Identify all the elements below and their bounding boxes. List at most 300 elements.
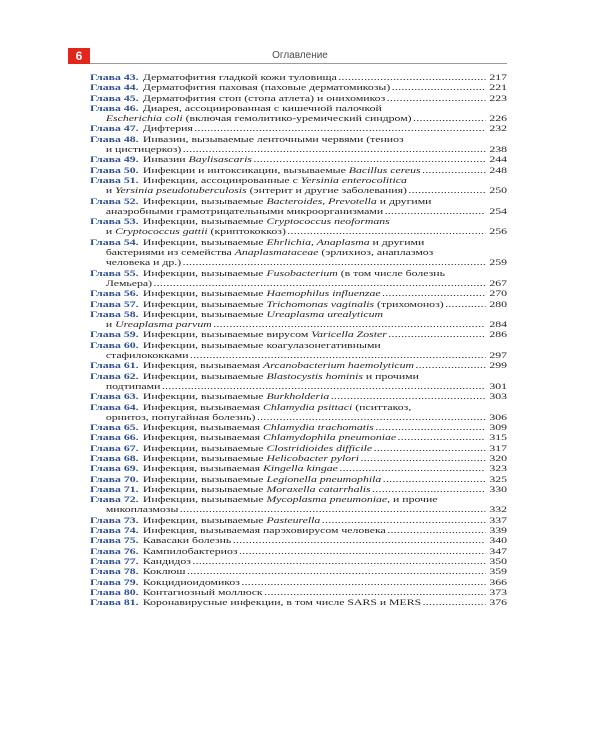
chapter-title-text: (энтерит и другие заболевания): [246, 186, 407, 196]
chapter-label: Глава 49.: [90, 155, 139, 165]
chapter-title-text: и другими: [369, 237, 425, 247]
chapter-title-text: Кавасаки болезнь: [142, 536, 232, 546]
chapter-label: Глава 67.: [90, 443, 139, 453]
chapter-title-text: Инвазии: [142, 155, 189, 165]
chapter-title-text: Инфекции, вызываемые: [142, 237, 267, 247]
page-ref: 366: [489, 577, 507, 587]
page-ref: 270: [489, 289, 507, 299]
toc-entry-line: [90, 444, 507, 454]
chapter-title-text: , и прочие: [387, 495, 438, 505]
dot-leader: [408, 186, 485, 196]
toc-entry[interactable]: [90, 361, 507, 371]
chapter-title-text: (эрлихиоз, анаплазмоз: [318, 248, 434, 258]
toc-entry[interactable]: [90, 392, 507, 402]
chapter-title-text: Инфекции, вызываемые: [142, 196, 267, 206]
chapter-title-text: Инфекция, вызываемая: [142, 402, 264, 412]
chapter-title-text: бактериями из семейства: [105, 248, 235, 258]
toc-entry-line: [90, 403, 507, 413]
dot-leader: [180, 505, 486, 515]
chapter-title-text: Инфекции, вызываемые коагулазонегативными: [142, 340, 381, 350]
page-ref: 217: [489, 73, 507, 82]
chapter-label: Глава 47.: [90, 124, 139, 134]
chapter-title-text: Anaplasmataceae: [234, 248, 319, 258]
chapter-label: Глава 56.: [90, 289, 139, 299]
toc-entry[interactable]: [90, 495, 507, 516]
dot-leader: [239, 547, 485, 557]
chapter-title-text: Haemophilus influenzae: [266, 289, 381, 299]
chapter-title-text: подтипами: [105, 381, 161, 391]
chapter-title-text: Дерматофития стоп (стопа атлета) и онихомикоз: [142, 93, 386, 103]
chapter-title-text: Chlamydia trachomatis: [263, 423, 374, 433]
header-rule: [90, 63, 507, 64]
page-ref: 323: [489, 464, 507, 474]
chapter-title-text: Кандидоз: [142, 556, 191, 566]
toc-entry-line: [90, 372, 507, 382]
dot-leader: [162, 382, 486, 392]
chapter-title-text: Дерматофития паховая (паховые дерматомикозы): [142, 83, 391, 93]
chapter-title-text: Ehrlichia, Anaplasma: [266, 237, 370, 247]
chapter-label: Глава 65.: [90, 423, 139, 433]
chapter-title-text: Коронавирусные инфекции, в том числе SARS и MERS: [142, 598, 422, 608]
dot-leader: [360, 454, 485, 464]
chapter-title-text: Arcanobacterium haemolyticum: [263, 361, 414, 371]
toc-entry-continuation: [90, 186, 507, 196]
toc-entry-line: [90, 197, 507, 207]
chapter-label: Глава 57.: [90, 299, 139, 309]
page-ref: 332: [489, 505, 507, 515]
toc-entry-continuation: [90, 505, 507, 515]
chapter-title-text: Инфекция, вызываемая: [142, 464, 264, 474]
dot-leader: [213, 320, 485, 330]
chapter-label: Глава 46.: [90, 103, 139, 113]
chapter-title-text: Инфекция, вызываемая: [142, 433, 264, 443]
toc-entry-line: [90, 330, 507, 340]
chapter-title-text: Инфекции, вызываемые: [142, 515, 267, 525]
dot-leader: [382, 289, 485, 299]
toc-entry[interactable]: [90, 94, 507, 104]
toc-entry-continuation: [90, 207, 507, 217]
toc-entry-line: [90, 300, 507, 310]
chapter-title-text: Контагиозный моллюск: [142, 587, 263, 597]
toc-entry[interactable]: [90, 341, 507, 362]
chapter-title-text: Yersinia enterocolitica: [300, 175, 407, 185]
dot-leader: [374, 444, 486, 454]
toc-entry[interactable]: [90, 433, 507, 443]
dot-leader: [194, 124, 485, 134]
toc-entry[interactable]: [90, 330, 507, 340]
dot-leader: [338, 73, 485, 83]
toc-entry[interactable]: [90, 444, 507, 454]
page-ref: 259: [489, 258, 507, 268]
toc-entry-line: [90, 341, 507, 351]
dot-leader: [388, 330, 485, 340]
dot-leader: [192, 557, 485, 567]
toc-entry[interactable]: [90, 588, 507, 598]
chapter-label: Глава 72.: [90, 495, 139, 505]
dot-leader: [264, 588, 485, 598]
toc-entry-line: [90, 516, 507, 526]
chapter-title-text: Cryptococcus gattii: [115, 227, 208, 237]
toc-entry-line: [90, 547, 507, 557]
page-ref: 301: [489, 381, 507, 391]
running-header-title: Оглавление: [272, 50, 328, 61]
toc-entry[interactable]: [90, 310, 507, 331]
chapter-title-text: Кокцидиоидомикоз: [142, 577, 240, 587]
dot-leader: [385, 207, 486, 217]
chapter-title-text: Инфекции, вызываемые: [142, 268, 267, 278]
toc-entry[interactable]: [90, 289, 507, 299]
toc-entry[interactable]: [90, 475, 507, 485]
chapter-title-text: Mycoplasma pneumoniae: [266, 495, 388, 505]
page-ref: 330: [489, 484, 507, 494]
dot-leader: [183, 258, 486, 268]
dot-leader: [387, 94, 486, 104]
dot-leader: [331, 392, 486, 402]
chapter-label: Глава 53.: [90, 217, 139, 227]
chapter-title-text: Varicella Zoster: [311, 330, 387, 340]
chapter-title-text: Cryptococcus neoformans: [266, 217, 390, 227]
page-ref: 286: [489, 330, 507, 340]
chapter-title-text: Chlamydia psittaci: [263, 402, 353, 412]
chapter-title-text: анаэробными грамотрицательными микроорганизмами: [105, 206, 384, 216]
toc-entry[interactable]: [90, 598, 507, 608]
chapter-title-text: Escherichia coli: [105, 114, 183, 124]
toc-entry-line: [90, 155, 507, 165]
chapter-title-text: Trichomonas vaginalis: [266, 299, 375, 309]
page-ref: 297: [489, 351, 507, 361]
chapter-title-text: Burkholderia: [266, 392, 330, 402]
table-of-contents: [90, 73, 507, 608]
chapter-title-text: орнитоз, попугайная болезнь): [105, 412, 256, 422]
dot-leader: [183, 145, 486, 155]
dot-leader: [383, 475, 486, 485]
chapter-title-text: Clostridioides difficile: [266, 443, 373, 453]
chapter-label: Глава 48.: [90, 134, 139, 144]
chapter-title-text: Инфекции, вызываемые: [142, 443, 267, 453]
dot-leader: [153, 279, 485, 289]
toc-entry[interactable]: [90, 300, 507, 310]
page-ref: 309: [489, 423, 507, 433]
chapter-title-text: Baylisascaris: [188, 155, 252, 165]
toc-entry-continuation: [90, 114, 507, 124]
dot-leader: [422, 166, 485, 176]
page-ref: 347: [489, 546, 507, 556]
chapter-title-text: Инфекции, вызываемые: [142, 474, 267, 484]
chapter-title-text: (включая гемолитико-уремический синдром): [182, 114, 412, 124]
dot-leader: [322, 516, 486, 526]
page-ref: 373: [489, 587, 507, 597]
dot-leader: [257, 413, 486, 423]
page-ref: 325: [489, 474, 507, 484]
toc-entry-line: [90, 73, 507, 83]
chapter-label: Глава 54.: [90, 237, 139, 247]
dot-leader: [375, 423, 485, 433]
toc-entry-line: [90, 557, 507, 567]
dot-leader: [190, 351, 485, 361]
toc-entry[interactable]: [90, 238, 507, 269]
page-number: 6: [68, 48, 90, 64]
toc-entry[interactable]: [90, 372, 507, 393]
toc-entry[interactable]: [90, 176, 507, 197]
toc-entry-line: [90, 361, 507, 371]
chapter-title-text: Pasteurella: [266, 515, 321, 525]
toc-entry[interactable]: [90, 104, 507, 125]
toc-entry-line: [90, 392, 507, 402]
chapter-title-text: и: [105, 186, 116, 196]
page-ref: 254: [489, 206, 507, 216]
chapter-title-text: и другими: [376, 196, 432, 206]
page-ref: 303: [489, 392, 507, 402]
toc-entry-line: [90, 124, 507, 134]
dot-leader: [241, 578, 485, 588]
chapter-title-text: и: [105, 227, 116, 237]
toc-entry-line: [90, 475, 507, 485]
chapter-label: Глава 68.: [90, 453, 139, 463]
page-ref: 315: [489, 433, 507, 443]
page-ref: 267: [489, 278, 507, 288]
chapter-label: Глава 51.: [90, 175, 139, 185]
chapter-title-text: Moraxella catarrhalis: [266, 484, 371, 494]
toc-entry[interactable]: [90, 155, 507, 165]
toc-entry-continuation: [90, 320, 507, 330]
toc-entry[interactable]: [90, 464, 507, 474]
toc-entry-line: [90, 423, 507, 433]
toc-entry-continuation: [90, 258, 507, 268]
chapter-label: Глава 77.: [90, 556, 139, 566]
chapter-title-text: Fusobacterium: [266, 268, 338, 278]
chapter-title-text: (трихомоноз): [374, 299, 444, 309]
toc-entry[interactable]: [90, 485, 507, 495]
dot-leader: [415, 361, 485, 371]
chapter-title-text: человека и др.): [105, 258, 182, 268]
page-ref: 221: [489, 83, 507, 93]
toc-entry-line: [90, 495, 507, 505]
chapter-title-text: (криптококкоз): [207, 227, 286, 237]
chapter-label: Глава 45.: [90, 93, 139, 103]
dot-leader: [372, 485, 485, 495]
chapter-title-text: Bacillus cereus: [348, 165, 421, 175]
toc-entry[interactable]: [90, 526, 507, 536]
toc-entry[interactable]: [90, 83, 507, 93]
page-ref: 280: [489, 299, 507, 309]
page-ref: 350: [489, 556, 507, 566]
toc-entry-line: [90, 166, 507, 176]
toc-entry-line: [90, 567, 507, 577]
chapter-label: Глава 63.: [90, 392, 139, 402]
chapter-title-text: микоплазмозы: [105, 505, 179, 515]
toc-entry-line: [90, 526, 507, 536]
toc-entry-line: [90, 238, 507, 248]
toc-entry-continuation: [90, 248, 507, 258]
toc-entry[interactable]: [90, 197, 507, 218]
chapter-label: Глава 61.: [90, 361, 139, 371]
chapter-title-text: и: [105, 320, 116, 330]
chapter-label: Глава 43.: [90, 73, 139, 82]
chapter-label: Глава 66.: [90, 433, 139, 443]
chapter-title-text: Инфекции, вызываемые: [142, 289, 267, 299]
chapter-label: Глава 75.: [90, 536, 139, 546]
dot-leader: [187, 567, 485, 577]
toc-entry-line: [90, 485, 507, 495]
toc-entry-line: [90, 588, 507, 598]
toc-entry[interactable]: [90, 567, 507, 577]
chapter-title-text: Blastocystis hominis: [266, 371, 363, 381]
toc-entry-line: [90, 464, 507, 474]
chapter-label: Глава 78.: [90, 567, 139, 577]
toc-entry[interactable]: [90, 217, 507, 238]
page-ref: 256: [489, 227, 507, 237]
toc-entry-continuation: [90, 227, 507, 237]
page-ref: 248: [489, 165, 507, 175]
toc-entry-continuation: [90, 382, 507, 392]
dot-leader: [445, 300, 485, 310]
chapter-title-text: Коклюш: [142, 567, 186, 577]
page-ref: 244: [489, 155, 507, 165]
chapter-title-text: Kingella kingae: [263, 464, 338, 474]
toc-entry-line: [90, 83, 507, 93]
chapter-label: Глава 59.: [90, 330, 139, 340]
dot-leader: [233, 536, 486, 546]
toc-entry-line: [90, 454, 507, 464]
toc-entry[interactable]: [90, 578, 507, 588]
toc-entry-line: [90, 94, 507, 104]
toc-entry-continuation: [90, 413, 507, 423]
toc-entry-continuation: [90, 279, 507, 289]
chapter-title-text: Инфекция, вызываемая парэховирусом человека: [142, 526, 386, 536]
toc-entry[interactable]: [90, 403, 507, 424]
chapter-title-text: Диарея, ассоциированная с кишечной палочкой: [142, 103, 382, 113]
chapter-title-text: Инфекция, вызываемая: [142, 423, 264, 433]
page-ref: 223: [489, 93, 507, 103]
chapter-title-text: Дифтерия: [142, 124, 193, 134]
chapter-title-text: Yersinia pseudotuberculosis: [115, 186, 247, 196]
page-ref: 284: [489, 320, 507, 330]
toc-entry-line: [90, 598, 507, 608]
dot-leader: [413, 114, 485, 124]
chapter-title-text: и цистицеркоз): [105, 145, 182, 155]
toc-entry-line: [90, 135, 507, 145]
chapter-title-text: Инфекции, ассоциированные с: [142, 175, 301, 185]
toc-entry[interactable]: [90, 269, 507, 290]
chapter-title-text: Инфекции, вызываемые вирусом: [142, 330, 312, 340]
chapter-title-text: Ureaplasma urealyticum: [266, 309, 384, 319]
toc-entry-continuation: [90, 351, 507, 361]
page-ref: 317: [489, 443, 507, 453]
toc-entry[interactable]: [90, 547, 507, 557]
page-ref: 299: [489, 361, 507, 371]
chapter-label: Глава 80.: [90, 587, 139, 597]
toc-entry-line: [90, 310, 507, 320]
chapter-title-text: Инфекции и интоксикации, вызываемые: [142, 165, 349, 175]
chapter-label: Глава 44.: [90, 83, 139, 93]
chapter-title-text: Инвазии, вызываемые ленточными червями (тениоз: [142, 134, 404, 144]
dot-leader: [398, 433, 486, 443]
chapter-label: Глава 60.: [90, 340, 139, 350]
chapter-label: Глава 52.: [90, 196, 139, 206]
page-ref: 339: [489, 526, 507, 536]
dot-leader: [253, 155, 485, 165]
toc-entry[interactable]: [90, 73, 507, 83]
page-ref: 238: [489, 145, 507, 155]
chapter-label: Глава 73.: [90, 515, 139, 525]
toc-entry-line: [90, 289, 507, 299]
chapter-title-text: Инфекции, вызываемые: [142, 392, 267, 402]
dot-leader: [423, 598, 486, 608]
dot-leader: [339, 464, 485, 474]
chapter-title-text: (пситтакоз,: [352, 402, 412, 412]
chapter-title-text: стафилококками: [105, 351, 189, 361]
toc-entry[interactable]: [90, 135, 507, 156]
chapter-title-text: Инфекции, вызываемые: [142, 309, 267, 319]
toc-entry-continuation: [90, 145, 507, 155]
dot-leader: [387, 526, 485, 536]
chapter-label: Глава 62.: [90, 371, 139, 381]
chapter-title-text: Лемьера): [105, 278, 153, 288]
toc-entry[interactable]: [90, 124, 507, 134]
page-ref: 337: [489, 515, 507, 525]
toc-entry[interactable]: [90, 536, 507, 546]
chapter-title-text: Bacteroides, Prevotella: [266, 196, 377, 206]
page-ref: 250: [489, 186, 507, 196]
chapter-label: Глава 55.: [90, 268, 139, 278]
toc-entry[interactable]: [90, 557, 507, 567]
page-ref: 306: [489, 412, 507, 422]
chapter-title-text: Chlamydophila pneumoniae: [263, 433, 397, 443]
chapter-label: Глава 58.: [90, 309, 139, 319]
toc-entry-line: [90, 176, 507, 186]
chapter-label: Глава 50.: [90, 165, 139, 175]
chapter-title-text: (в том числе болезнь: [337, 268, 445, 278]
chapter-title-text: Инфекция, вызываемая: [142, 361, 264, 371]
page-ref: 320: [489, 453, 507, 463]
toc-entry[interactable]: [90, 516, 507, 526]
chapter-title-text: Инфекции, вызываемые: [142, 299, 267, 309]
chapter-label: Глава 70.: [90, 474, 139, 484]
page-ref: 226: [489, 114, 507, 124]
dot-leader: [392, 83, 486, 93]
chapter-title-text: Дерматофития гладкой кожи туловища: [142, 73, 337, 82]
chapter-label: Глава 79.: [90, 577, 139, 587]
chapter-title-text: Кампилобактериоз: [142, 546, 238, 556]
page-ref: 232: [489, 124, 507, 134]
chapter-label: Глава 76.: [90, 546, 139, 556]
toc-entry-line: [90, 217, 507, 227]
chapter-label: Глава 74.: [90, 526, 139, 536]
toc-entry[interactable]: [90, 454, 507, 464]
chapter-title-text: Инфекции, вызываемые: [142, 484, 267, 494]
page-ref: 359: [489, 567, 507, 577]
toc-entry[interactable]: [90, 166, 507, 176]
chapter-label: Глава 71.: [90, 484, 139, 494]
page-ref: 376: [489, 598, 507, 608]
chapter-title-text: и прочими: [362, 371, 419, 381]
chapter-title-text: Ureaplasma parvum: [115, 320, 212, 330]
chapter-label: Глава 69.: [90, 464, 139, 474]
chapter-title-text: Инфекции, вызываемые: [142, 495, 267, 505]
toc-entry-line: [90, 433, 507, 443]
dot-leader: [287, 227, 485, 237]
page-ref: 340: [489, 536, 507, 546]
toc-entry-line: [90, 536, 507, 546]
chapter-title-text: Инфекции, вызываемые: [142, 217, 267, 227]
toc-entry[interactable]: [90, 423, 507, 433]
chapter-title-text: Инфекции, вызываемые: [142, 453, 267, 463]
toc-entry-line: [90, 104, 507, 114]
chapter-title-text: Legionella pneumophila: [266, 474, 382, 484]
chapter-label: Глава 64.: [90, 402, 139, 412]
chapter-title-text: Инфекции, вызываемые: [142, 371, 267, 381]
toc-entry-line: [90, 578, 507, 588]
